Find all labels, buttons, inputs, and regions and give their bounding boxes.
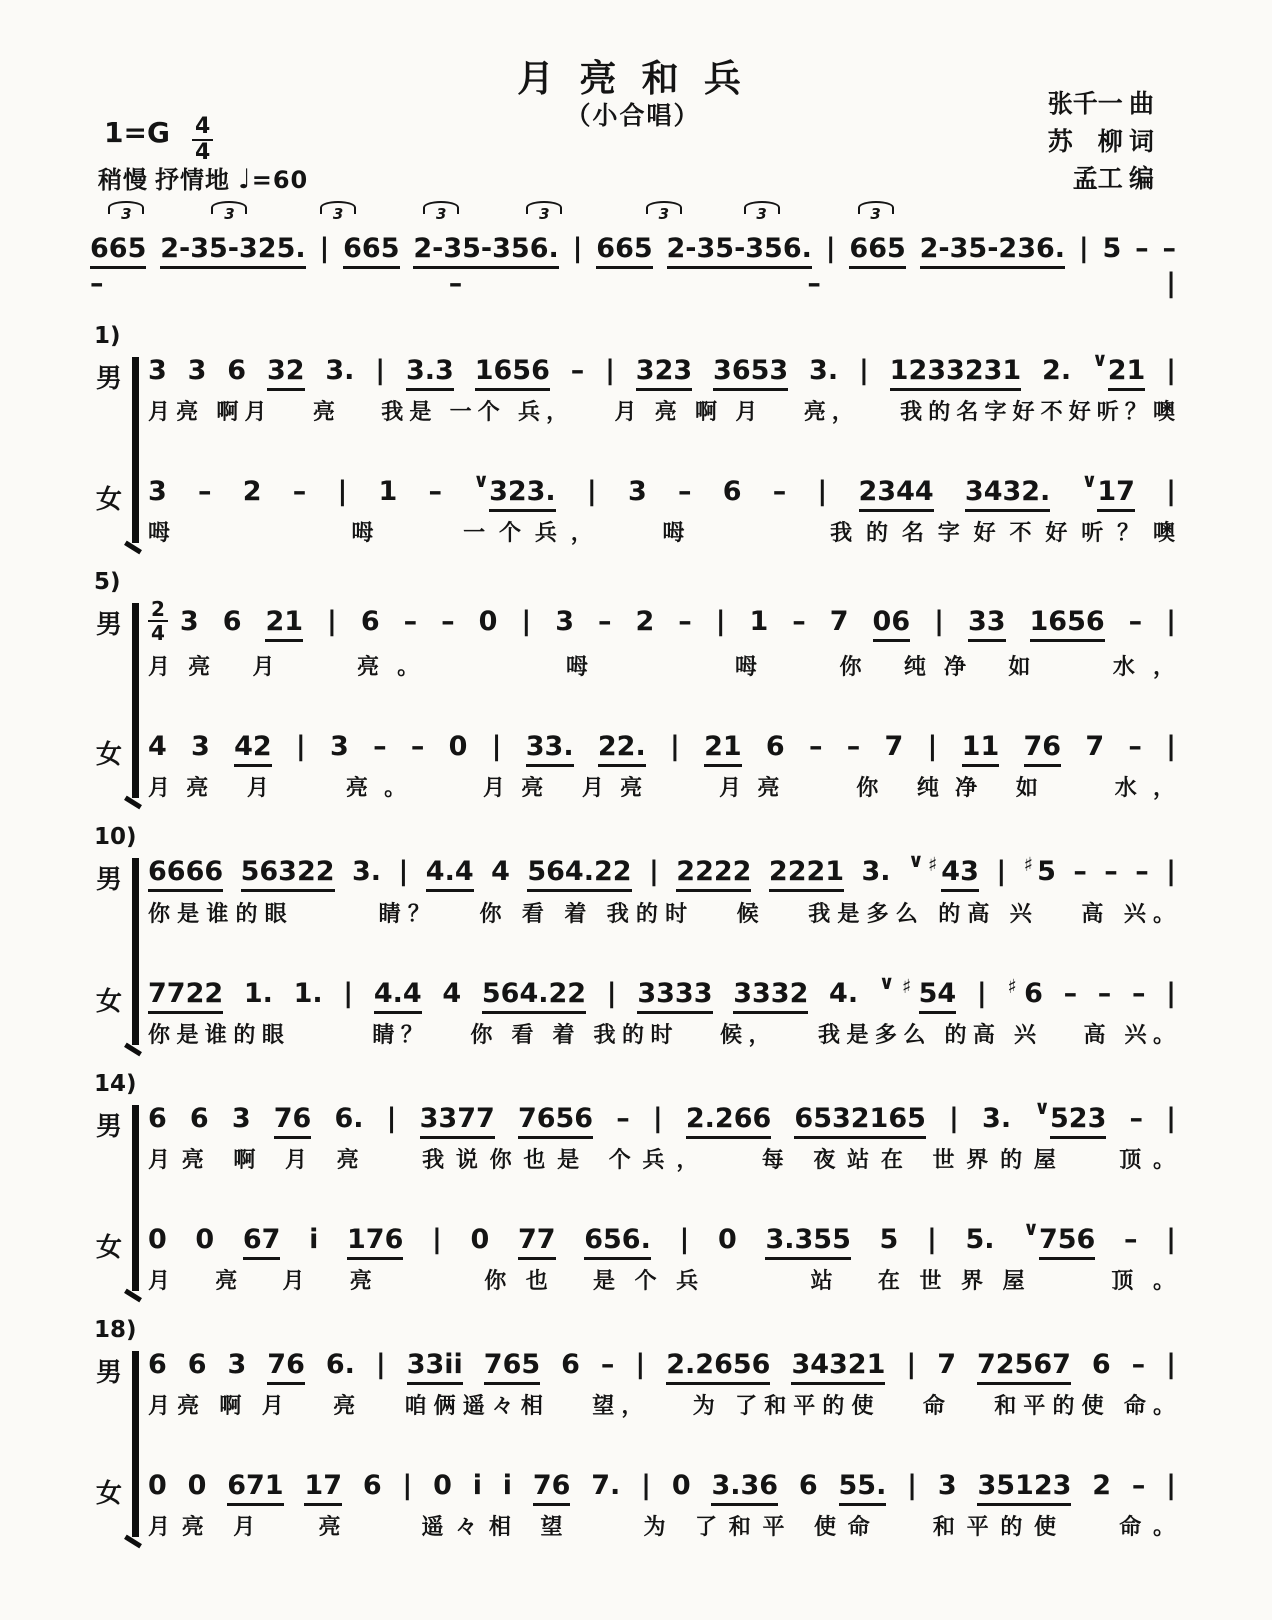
system-brace	[132, 603, 139, 798]
system-4	[90, 1070, 1177, 1295]
time-signature-top: 4	[192, 116, 213, 141]
voice-label-female: 女	[96, 986, 123, 1016]
triplet-mark: 3	[856, 205, 896, 223]
male-voice-line	[96, 348, 1177, 426]
notes-line: 0 0 671 17 6 | 0 i i 76 7. | 0 3.36 6 55. | 3 35123 2 – |	[148, 1468, 1176, 1503]
male-voice-line	[96, 1095, 1177, 1174]
notes-line: 3 3 6 32 3. | 3.3 1656 – | 323 3653 3. | 1233231 2. ∨21 |	[148, 353, 1176, 388]
key-label: 1=G	[104, 116, 170, 149]
notes-line: 0 0 67 i 176 | 0 77 656. | 0 3.355 5 | 5. ∨756 – |	[148, 1222, 1176, 1257]
lyricist-credit: 苏 柳 词	[1047, 128, 1154, 156]
lyrics-line: 月亮 啊 月 亮 我说你也是 个兵， 每 夜站在 世界的屋 顶。	[148, 1146, 1176, 1172]
voice-label-male: 男	[96, 1111, 123, 1141]
system-1	[90, 323, 1177, 547]
system-3	[90, 824, 1177, 1048]
female-voice-line	[96, 469, 1177, 547]
notes-line: 7722 1. 1. | 4.4 4 564.22 | 3333 3332 4. ∨♯54 | ♯6 – – – |	[148, 976, 1176, 1011]
voice-label-female: 女	[96, 1478, 123, 1508]
page-title: 月 亮 和 兵	[517, 59, 749, 100]
voice-label-male: 男	[96, 1357, 123, 1387]
voice-label-male: 男	[96, 610, 123, 640]
female-voice-line	[96, 729, 1176, 802]
lyrics-line: 月亮 月 亮。 呣 呣 你 纯净 如 水，	[148, 654, 1176, 680]
composer-credit: 张千一 曲	[1047, 91, 1154, 118]
system-brace	[132, 858, 139, 1044]
triplet-mark: 3	[742, 205, 782, 223]
triplet-mark: 3	[106, 205, 146, 223]
arranger-credit: 孟工 编	[1072, 166, 1154, 193]
measure-marker: 14)	[94, 1070, 137, 1097]
quarter-note-icon: ♩	[238, 164, 252, 195]
system-brace	[132, 357, 139, 543]
lyrics-line: 呣 呣 一个兵， 呣 我的名字好不好听？噢	[148, 520, 1176, 546]
system-5	[90, 1316, 1176, 1541]
male-voice-line	[96, 597, 1176, 681]
triplet-mark: 3	[644, 205, 684, 223]
voice-label-male: 男	[96, 865, 123, 895]
time-signature	[192, 116, 213, 164]
voice-label-female: 女	[96, 485, 123, 515]
time-signature-change	[148, 597, 168, 646]
notes-line: 6 6 3 76 6. | 33ii 765 6 – | 2.2656 34321 | 7 72567 6 – |	[148, 1347, 1176, 1382]
female-voice-line	[96, 1468, 1176, 1541]
tempo-value: =60	[251, 166, 309, 194]
system-brace	[132, 1351, 139, 1537]
triplet-mark: 3	[318, 205, 358, 223]
tempo-text: 稍慢 抒情地	[98, 168, 230, 194]
notes-line: 6666 56322 3. | 4.4 4 564.22 | 2222 2221 3. ∨♯43 | ♯5 – – – |	[148, 854, 1176, 889]
triplet-mark: 3	[209, 205, 249, 223]
measure-marker: 18)	[94, 1316, 137, 1343]
triplet-mark: 3	[421, 205, 461, 223]
time-signature-bottom: 4	[151, 621, 165, 646]
lyrics-line: 你是谁的眼 睛？ 你 看 着 我的时 候 我是多么 的高 兴 高 兴。	[148, 900, 1176, 926]
voice-label-female: 女	[96, 740, 123, 770]
measure-marker: 10)	[94, 824, 137, 851]
credits-block	[1048, 86, 1154, 199]
notes-line: 3 – 2 – | 1 – ∨323. | 3 – 6 – | 2344 3432. ∨17 |	[148, 474, 1176, 509]
key-signature	[104, 116, 213, 164]
measure-marker: 1)	[94, 323, 121, 350]
notes-line: 3 6 21 | 6 – – 0 | 3 – 2 – | 1 – 7 06 | 33 1656 – |	[180, 604, 1176, 639]
intro-line	[90, 207, 1176, 301]
voice-label-female: 女	[96, 1232, 123, 1262]
lyrics-line: 月亮 啊月 亮 我是 一个 兵， 月 亮 啊 月 亮， 我的名字好不好听？噢	[148, 399, 1176, 425]
system-brace	[132, 1105, 139, 1291]
time-signature-bottom: 4	[194, 140, 211, 165]
notes-line: 4 3 42 | 3 – – 0 | 33. 22. | 21 6 – – 7 | 11 76 7 – |	[148, 729, 1176, 764]
score-header	[90, 0, 1176, 205]
female-voice-line	[96, 970, 1177, 1049]
lyrics-line: 你是谁的眼 睛？ 你 看 着 我的时 候， 我是多么 的高 兴 高 兴。	[148, 1021, 1176, 1047]
lyrics-line: 月 亮 月 亮 你也 是个兵 站 在世界屋 顶。	[148, 1267, 1176, 1293]
intro-notes-line: 665 2-35-325. | 665 2-35-356. | 665 2-35-356. | 665 2-35-236. | 5 – – – – – |	[90, 233, 1177, 300]
lyrics-line: 月亮 月 亮 遥々相 望 为 了和平 使命 和平的使 命。	[148, 1514, 1176, 1540]
tempo-marking	[98, 160, 308, 195]
voice-label-male: 男	[96, 364, 123, 394]
notes-line: 6 6 3 76 6. | 3377 7656 – | 2.266 6532165 | 3. ∨523 – |	[148, 1101, 1176, 1136]
triplet-mark: 3	[524, 205, 564, 223]
male-voice-line	[96, 1347, 1176, 1420]
female-voice-line	[96, 1216, 1177, 1295]
system-2	[90, 569, 1176, 802]
page-subtitle: （小合唱）	[565, 103, 701, 130]
lyrics-line: 月亮 啊 月 亮 咱俩遥々相 望， 为 了和平的使 命 和平的使 命。	[148, 1392, 1176, 1418]
time-signature-top: 2	[148, 599, 168, 622]
male-voice-line	[96, 849, 1177, 927]
lyrics-line: 月亮 月 亮。 月亮 月亮 月亮 你 纯净 如 水，	[148, 775, 1176, 801]
measure-marker: 5)	[94, 569, 121, 596]
